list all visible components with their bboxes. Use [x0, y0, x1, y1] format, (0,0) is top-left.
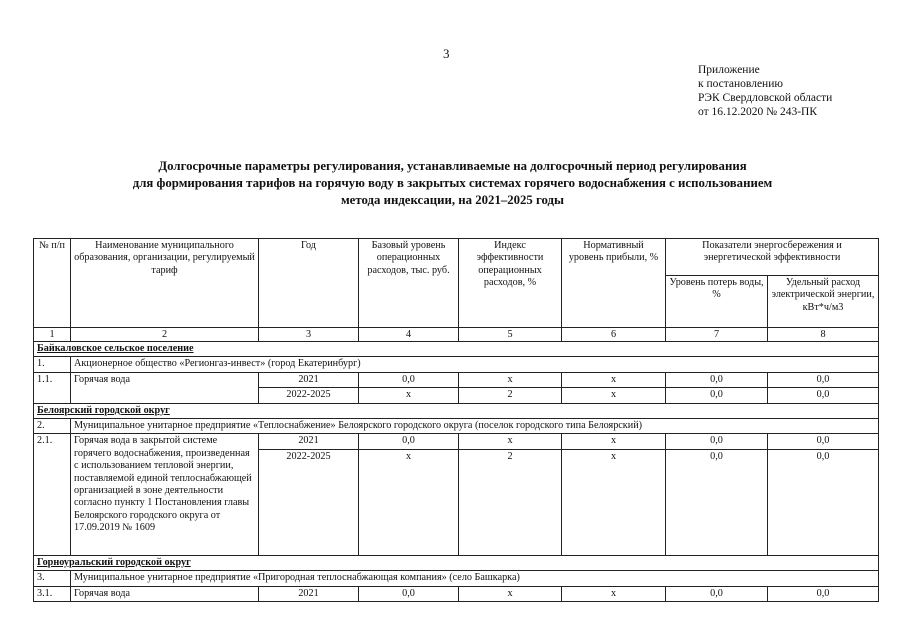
org-name: Муниципальное унитарное предприятие «Пригородная теплоснабжающая компания» (село Башкарка) [71, 571, 879, 586]
organization-row [34, 357, 879, 372]
column-number: 3 [259, 328, 359, 342]
cell-year: 2022-2025 [259, 449, 359, 555]
organization-row [34, 419, 879, 434]
item-name: Горячая вода [71, 586, 259, 601]
cell-index: x [459, 586, 562, 601]
cell-base: 0,0 [359, 372, 459, 387]
org-number: 3. [34, 571, 71, 586]
cell-index: x [459, 372, 562, 387]
cell-loss: 0,0 [666, 449, 768, 555]
item-number: 1.1. [34, 372, 71, 403]
appendix-note [698, 63, 832, 119]
title-line: для формирования тарифов на горячую воду в закрытых системах горячего водоснабжения с использованием [132, 176, 773, 190]
cell-specific: 0,0 [768, 449, 879, 555]
section-title: Горноуральский городской округ [34, 555, 879, 570]
column-number: 2 [71, 328, 259, 342]
page-number: 3 [443, 46, 450, 61]
title-line: метода индексации, на 2021–2025 годы [340, 193, 565, 207]
col-header-base: Базовый уровень операционных расходов, тыс. руб. [359, 239, 459, 328]
cell-profit: x [562, 434, 666, 449]
cell-specific: 0,0 [768, 372, 879, 387]
col-header-specific: Удельный расход электрической энергии, кВт*ч/м3 [768, 276, 879, 328]
cell-base: x [359, 388, 459, 403]
cell-index: 2 [459, 449, 562, 555]
item-number: 2.1. [34, 434, 71, 555]
col-header-energy-group: Показатели энергосбережения и энергетической эффективности [666, 239, 879, 276]
table-row [34, 372, 879, 387]
cell-specific: 0,0 [768, 388, 879, 403]
column-number: 8 [768, 328, 879, 342]
col-header-year: Год [259, 239, 359, 328]
column-number: 7 [666, 328, 768, 342]
header-row [34, 239, 879, 276]
column-number: 5 [459, 328, 562, 342]
item-name: Горячая вода [71, 372, 259, 403]
table-row [34, 586, 879, 601]
item-number: 3.1. [34, 586, 71, 601]
document-title [40, 158, 865, 209]
col-header-loss: Уровень потерь воды, % [666, 276, 768, 328]
appendix-line: Приложение [698, 64, 760, 76]
appendix-line: РЭК Свердловской области [698, 92, 833, 104]
column-number-row [34, 328, 879, 342]
section-row [34, 555, 879, 570]
title-line: Долгосрочные параметры регулирования, устанавливаемые на долгосрочный период регулирования [158, 159, 747, 173]
cell-profit: x [562, 388, 666, 403]
cell-index: x [459, 434, 562, 449]
cell-loss: 0,0 [666, 372, 768, 387]
column-number: 4 [359, 328, 459, 342]
cell-base: x [359, 449, 459, 555]
org-name: Муниципальное унитарное предприятие «Теплоснабжение» Белоярского городского округа (поселок городского типа Белоярский) [71, 419, 879, 434]
cell-base: 0,0 [359, 586, 459, 601]
cell-year: 2022-2025 [259, 388, 359, 403]
org-number: 1. [34, 357, 71, 372]
cell-base: 0,0 [359, 434, 459, 449]
appendix-line: к постановлению [698, 78, 783, 90]
org-name: Акционерное общество «Регионгаз-инвест» (город Екатеринбург) [71, 357, 879, 372]
cell-year: 2021 [259, 372, 359, 387]
col-header-name: Наименование муниципального образования, организации, регулируемый тариф [71, 239, 259, 328]
organization-row [34, 571, 879, 586]
cell-profit: x [562, 449, 666, 555]
cell-specific: 0,0 [768, 586, 879, 601]
section-row [34, 403, 879, 418]
cell-year: 2021 [259, 434, 359, 449]
cell-index: 2 [459, 388, 562, 403]
section-title: Байкаловское сельское поселение [34, 342, 879, 357]
column-number: 6 [562, 328, 666, 342]
table-row [34, 434, 879, 449]
col-header-profit: Нормативный уровень прибыли, % [562, 239, 666, 328]
cell-loss: 0,0 [666, 586, 768, 601]
cell-profit: x [562, 586, 666, 601]
section-row [34, 342, 879, 357]
cell-year: 2021 [259, 586, 359, 601]
column-number: 1 [34, 328, 71, 342]
cell-specific: 0,0 [768, 434, 879, 449]
appendix-line: от 16.12.2020 № 243-ПК [698, 106, 818, 118]
item-name: Горячая вода в закрытой системе горячего водоснабжения, произведенная с использованием тепловой энергии, поставляемой единой теплоснабжающей организацией в зоне деятельности согласно пункту 1 Постановления главы Белоярского городского округа от 17.09.2019 № 1609 [71, 434, 259, 555]
col-header-num: № п/п [34, 239, 71, 328]
org-number: 2. [34, 419, 71, 434]
cell-profit: x [562, 372, 666, 387]
col-header-index: Индекс эффективности операционных расходов, % [459, 239, 562, 328]
cell-loss: 0,0 [666, 388, 768, 403]
tariff-parameters-table [33, 238, 879, 602]
cell-loss: 0,0 [666, 434, 768, 449]
section-title: Белоярский городской округ [34, 403, 879, 418]
